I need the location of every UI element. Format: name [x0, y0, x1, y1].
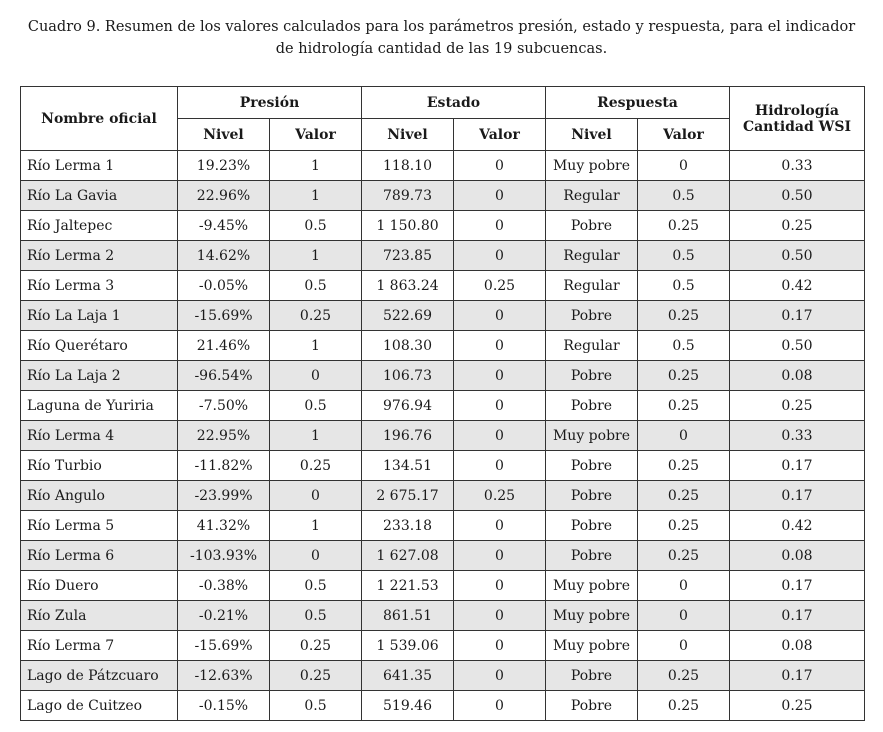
- table-caption: [0, 16, 883, 60]
- cell-estado-nivel: 519.46: [362, 691, 454, 721]
- table-row: [21, 631, 865, 661]
- cell-nombre: Lago de Cuitzeo: [21, 691, 178, 721]
- cell-respuesta-valor: 0.5: [638, 271, 730, 301]
- cell-presion-nivel: -9.45%: [178, 211, 270, 241]
- cell-estado-valor: 0: [454, 151, 546, 181]
- cell-presion-nivel: -23.99%: [178, 481, 270, 511]
- cell-wsi: 0.50: [730, 181, 865, 211]
- cell-respuesta-nivel: Pobre: [546, 211, 638, 241]
- cell-presion-valor: 0: [270, 361, 362, 391]
- cell-presion-nivel: 22.96%: [178, 181, 270, 211]
- cell-estado-valor: 0: [454, 571, 546, 601]
- cell-respuesta-nivel: Regular: [546, 271, 638, 301]
- cell-estado-nivel: 1 150.80: [362, 211, 454, 241]
- table-row: [21, 151, 865, 181]
- cell-respuesta-nivel: Muy pobre: [546, 571, 638, 601]
- cell-estado-nivel: 522.69: [362, 301, 454, 331]
- cell-estado-nivel: 196.76: [362, 421, 454, 451]
- cell-presion-valor: 1: [270, 511, 362, 541]
- cell-respuesta-nivel: Pobre: [546, 391, 638, 421]
- cell-presion-nivel: 19.23%: [178, 151, 270, 181]
- cell-presion-valor: 1: [270, 331, 362, 361]
- cell-estado-valor: 0: [454, 361, 546, 391]
- cell-wsi: 0.17: [730, 481, 865, 511]
- cell-estado-valor: 0: [454, 451, 546, 481]
- caption-line-2: de hidrología cantidad de las 19 subcuencas.: [275, 41, 608, 57]
- cell-estado-nivel: 861.51: [362, 601, 454, 631]
- cell-estado-valor: 0: [454, 661, 546, 691]
- cell-presion-valor: 1: [270, 151, 362, 181]
- cell-respuesta-nivel: Pobre: [546, 481, 638, 511]
- table-header: [21, 87, 865, 151]
- cell-presion-valor: 0.25: [270, 631, 362, 661]
- cell-respuesta-nivel: Muy pobre: [546, 151, 638, 181]
- header-respuesta-valor: Valor: [638, 119, 730, 151]
- header-wsi-line-2: Cantidad WSI: [742, 118, 852, 135]
- table-row: [21, 421, 865, 451]
- header-nombre-oficial: Nombre oficial: [21, 87, 178, 151]
- cell-estado-valor: 0: [454, 631, 546, 661]
- cell-nombre: Lago de Pátzcuaro: [21, 661, 178, 691]
- cell-nombre: Río Lerma 3: [21, 271, 178, 301]
- cell-wsi: 0.25: [730, 211, 865, 241]
- cell-estado-valor: 0: [454, 391, 546, 421]
- cell-respuesta-nivel: Pobre: [546, 451, 638, 481]
- cell-presion-nivel: 22.95%: [178, 421, 270, 451]
- table-row: [21, 451, 865, 481]
- header-hidrologia-wsi: [730, 87, 865, 151]
- cell-respuesta-valor: 0: [638, 631, 730, 661]
- cell-nombre: Río Lerma 6: [21, 541, 178, 571]
- cell-estado-nivel: 2 675.17: [362, 481, 454, 511]
- cell-estado-nivel: 108.30: [362, 331, 454, 361]
- table-row: [21, 601, 865, 631]
- table-row: [21, 481, 865, 511]
- cell-respuesta-valor: 0: [638, 421, 730, 451]
- cell-respuesta-valor: 0.25: [638, 211, 730, 241]
- caption-line-1: Cuadro 9. Resumen de los valores calculados para los parámetros presión, estado y respuesta, para el indicador: [27, 19, 856, 35]
- cell-presion-nivel: -7.50%: [178, 391, 270, 421]
- cell-respuesta-nivel: Regular: [546, 331, 638, 361]
- header-presion-valor: Valor: [270, 119, 362, 151]
- cell-presion-nivel: 41.32%: [178, 511, 270, 541]
- table-row: [21, 361, 865, 391]
- cell-nombre: Río Turbio: [21, 451, 178, 481]
- cell-respuesta-nivel: Pobre: [546, 691, 638, 721]
- cell-estado-nivel: 1 539.06: [362, 631, 454, 661]
- cell-wsi: 0.17: [730, 571, 865, 601]
- cell-estado-nivel: 106.73: [362, 361, 454, 391]
- cell-respuesta-valor: 0.5: [638, 241, 730, 271]
- cell-presion-nivel: -96.54%: [178, 361, 270, 391]
- header-estado-nivel: Nivel: [362, 119, 454, 151]
- cell-estado-nivel: 723.85: [362, 241, 454, 271]
- cell-nombre: Río Querétaro: [21, 331, 178, 361]
- cell-wsi: 0.25: [730, 691, 865, 721]
- cell-wsi: 0.08: [730, 541, 865, 571]
- cell-presion-valor: 1: [270, 421, 362, 451]
- header-estado-valor: Valor: [454, 119, 546, 151]
- cell-estado-valor: 0: [454, 421, 546, 451]
- cell-respuesta-nivel: Muy pobre: [546, 421, 638, 451]
- cell-nombre: Río Angulo: [21, 481, 178, 511]
- cell-respuesta-valor: 0.25: [638, 361, 730, 391]
- table-row: [21, 541, 865, 571]
- cell-respuesta-valor: 0.25: [638, 451, 730, 481]
- cell-estado-valor: 0: [454, 241, 546, 271]
- cell-estado-valor: 0: [454, 331, 546, 361]
- summary-table: [20, 86, 865, 721]
- cell-wsi: 0.17: [730, 301, 865, 331]
- cell-nombre: Río Lerma 4: [21, 421, 178, 451]
- cell-nombre: Río Lerma 2: [21, 241, 178, 271]
- header-respuesta-nivel: Nivel: [546, 119, 638, 151]
- table-row: [21, 271, 865, 301]
- cell-estado-valor: 0: [454, 541, 546, 571]
- cell-presion-valor: 0: [270, 481, 362, 511]
- cell-respuesta-valor: 0.25: [638, 661, 730, 691]
- cell-presion-nivel: -0.15%: [178, 691, 270, 721]
- cell-estado-nivel: 641.35: [362, 661, 454, 691]
- cell-respuesta-nivel: Regular: [546, 181, 638, 211]
- cell-presion-nivel: -11.82%: [178, 451, 270, 481]
- cell-presion-valor: 1: [270, 241, 362, 271]
- header-wsi-line-1: Hidrología: [755, 102, 839, 119]
- cell-wsi: 0.50: [730, 331, 865, 361]
- cell-presion-valor: 0.25: [270, 451, 362, 481]
- header-estado: Estado: [362, 87, 546, 119]
- cell-respuesta-valor: 0.25: [638, 391, 730, 421]
- table-row: [21, 331, 865, 361]
- cell-nombre: Río Duero: [21, 571, 178, 601]
- cell-respuesta-nivel: Muy pobre: [546, 631, 638, 661]
- cell-wsi: 0.25: [730, 391, 865, 421]
- cell-estado-nivel: 118.10: [362, 151, 454, 181]
- header-presion-nivel: Nivel: [178, 119, 270, 151]
- cell-wsi: 0.17: [730, 451, 865, 481]
- table-row: [21, 511, 865, 541]
- table-row: [21, 301, 865, 331]
- cell-estado-nivel: 1 863.24: [362, 271, 454, 301]
- cell-presion-valor: 0.5: [270, 691, 362, 721]
- cell-estado-nivel: 233.18: [362, 511, 454, 541]
- cell-presion-valor: 0.25: [270, 301, 362, 331]
- cell-presion-valor: 0.5: [270, 211, 362, 241]
- cell-wsi: 0.33: [730, 421, 865, 451]
- table-body: [21, 151, 865, 721]
- cell-nombre: Río Jaltepec: [21, 211, 178, 241]
- header-presion: Presión: [178, 87, 362, 119]
- table-row: [21, 661, 865, 691]
- cell-respuesta-valor: 0: [638, 571, 730, 601]
- cell-presion-nivel: 21.46%: [178, 331, 270, 361]
- cell-wsi: 0.17: [730, 601, 865, 631]
- cell-presion-nivel: -103.93%: [178, 541, 270, 571]
- cell-respuesta-nivel: Regular: [546, 241, 638, 271]
- cell-estado-nivel: 134.51: [362, 451, 454, 481]
- table-row: [21, 241, 865, 271]
- cell-wsi: 0.50: [730, 241, 865, 271]
- table-row: [21, 181, 865, 211]
- cell-presion-nivel: -0.38%: [178, 571, 270, 601]
- cell-estado-valor: 0.25: [454, 271, 546, 301]
- cell-nombre: Laguna de Yuriria: [21, 391, 178, 421]
- cell-nombre: Río Lerma 5: [21, 511, 178, 541]
- cell-estado-valor: 0: [454, 601, 546, 631]
- cell-nombre: Río Lerma 1: [21, 151, 178, 181]
- cell-presion-nivel: -15.69%: [178, 631, 270, 661]
- cell-wsi: 0.08: [730, 361, 865, 391]
- cell-estado-valor: 0: [454, 511, 546, 541]
- cell-respuesta-valor: 0: [638, 601, 730, 631]
- cell-respuesta-valor: 0.5: [638, 331, 730, 361]
- cell-estado-nivel: 1 627.08: [362, 541, 454, 571]
- cell-respuesta-valor: 0.25: [638, 691, 730, 721]
- cell-estado-valor: 0: [454, 301, 546, 331]
- cell-presion-nivel: -0.05%: [178, 271, 270, 301]
- header-respuesta: Respuesta: [546, 87, 730, 119]
- cell-presion-nivel: -15.69%: [178, 301, 270, 331]
- cell-respuesta-nivel: Pobre: [546, 301, 638, 331]
- cell-presion-valor: 0.25: [270, 661, 362, 691]
- cell-presion-valor: 0.5: [270, 601, 362, 631]
- cell-nombre: Río La Laja 2: [21, 361, 178, 391]
- cell-wsi: 0.33: [730, 151, 865, 181]
- cell-respuesta-nivel: Pobre: [546, 541, 638, 571]
- cell-presion-valor: 0.5: [270, 571, 362, 601]
- cell-presion-nivel: 14.62%: [178, 241, 270, 271]
- cell-respuesta-valor: 0.25: [638, 511, 730, 541]
- cell-presion-valor: 0.5: [270, 391, 362, 421]
- cell-estado-valor: 0.25: [454, 481, 546, 511]
- cell-estado-valor: 0: [454, 211, 546, 241]
- table-row: [21, 211, 865, 241]
- cell-respuesta-valor: 0.5: [638, 181, 730, 211]
- cell-wsi: 0.17: [730, 661, 865, 691]
- cell-presion-valor: 0.5: [270, 271, 362, 301]
- cell-nombre: Río Lerma 7: [21, 631, 178, 661]
- cell-estado-nivel: 789.73: [362, 181, 454, 211]
- cell-respuesta-nivel: Pobre: [546, 661, 638, 691]
- cell-presion-nivel: -0.21%: [178, 601, 270, 631]
- table-row: [21, 391, 865, 421]
- cell-presion-nivel: -12.63%: [178, 661, 270, 691]
- cell-respuesta-nivel: Muy pobre: [546, 601, 638, 631]
- table-row: [21, 691, 865, 721]
- cell-nombre: Río Zula: [21, 601, 178, 631]
- cell-estado-valor: 0: [454, 691, 546, 721]
- cell-respuesta-valor: 0: [638, 151, 730, 181]
- cell-estado-nivel: 1 221.53: [362, 571, 454, 601]
- cell-wsi: 0.42: [730, 511, 865, 541]
- cell-respuesta-valor: 0.25: [638, 541, 730, 571]
- cell-respuesta-valor: 0.25: [638, 481, 730, 511]
- cell-estado-nivel: 976.94: [362, 391, 454, 421]
- cell-respuesta-valor: 0.25: [638, 301, 730, 331]
- cell-nombre: Río La Laja 1: [21, 301, 178, 331]
- table-row: [21, 571, 865, 601]
- cell-presion-valor: 0: [270, 541, 362, 571]
- cell-wsi: 0.08: [730, 631, 865, 661]
- cell-wsi: 0.42: [730, 271, 865, 301]
- cell-respuesta-nivel: Pobre: [546, 361, 638, 391]
- cell-estado-valor: 0: [454, 181, 546, 211]
- cell-presion-valor: 1: [270, 181, 362, 211]
- cell-nombre: Río La Gavia: [21, 181, 178, 211]
- cell-respuesta-nivel: Pobre: [546, 511, 638, 541]
